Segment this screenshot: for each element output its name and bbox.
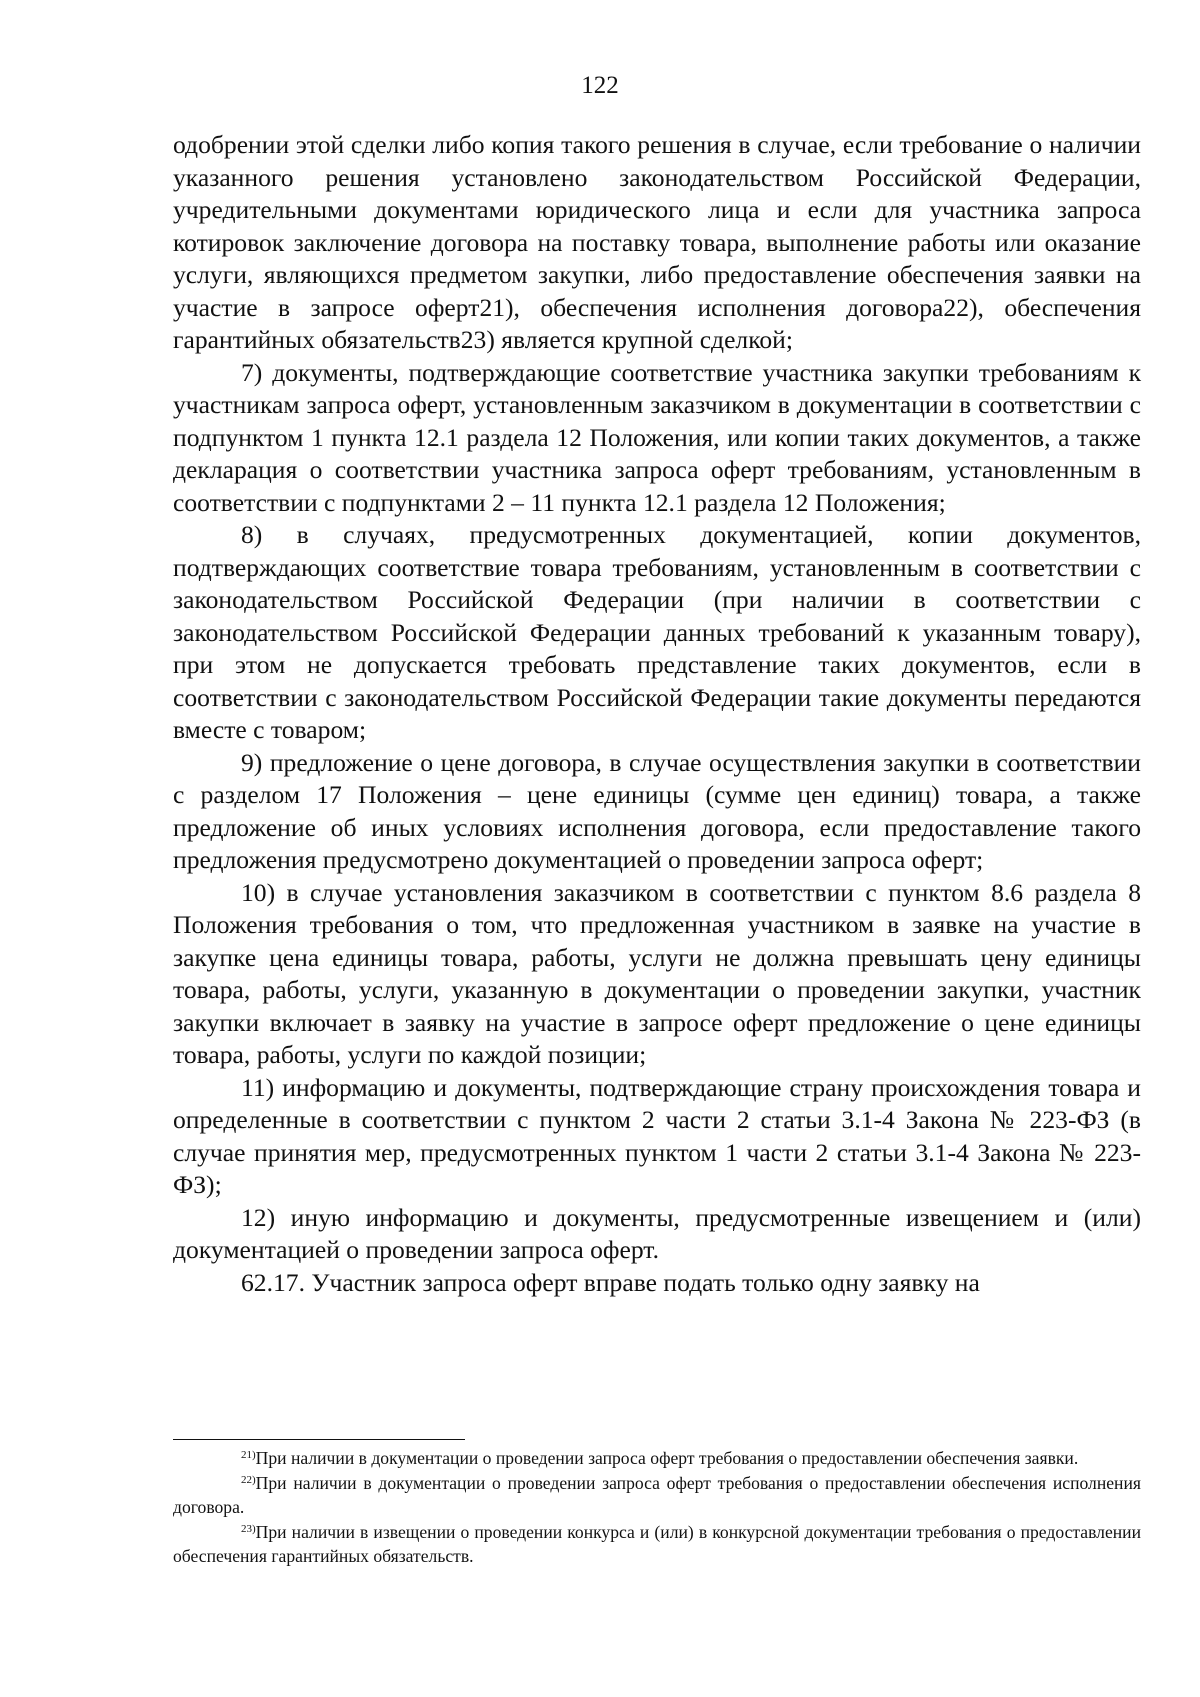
footnote-21 — [173, 1446, 1141, 1471]
footnote-23 — [173, 1520, 1141, 1569]
paragraph-continuation: одобрении этой сделки либо копия такого решения в случае, если требование о наличии указанного решения установлено законодательством Российской Федерации, учредительными документами юридического лица и если для участника запроса котировок заключение договора на поставку товара, выполнение работы или оказание услуги, являющихся предметом закупки, либо предоставление обеспечения заявки на участие в запросе оферт21), обеспечения исполнения договора22), обеспечения гарантийных обязательств23) является крупной сделкой; — [173, 130, 1141, 354]
paragraph-item-8: 8) в случаях, предусмотренных документацией, копии документов, подтверждающих соответствие товара требованиям, установленным в соответствии с законодательством Российской Федерации (при наличии в соответствии с законодательством Российской Федерации данных требований к указанным товару), при этом не допускается требовать представление таких документов, если в соответствии с законодательством Российской Федерации такие документы передаются вместе с товаром; — [173, 520, 1141, 744]
paragraph-item-7: 7) документы, подтверждающие соответствие участника закупки требованиям к участникам запроса оферт, установленным заказчиком в документации в соответствии с подпунктом 1 пункта 12.1 раздела 12 Положения, или копии таких документов, а также декларация о соответствии участника запроса оферт требованиям, установленным в соответствии с подпунктами 2 – 11 пункта 12.1 раздела 12 Положения; — [173, 357, 1141, 517]
page-number: 122 — [581, 72, 619, 99]
footnotes — [173, 1446, 1141, 1569]
footnote-text: При наличии в документации о проведении запроса оферт требования о предоставлении обеспечения исполнения договора. — [173, 1472, 1141, 1517]
footnote-marker: 23) — [241, 1522, 256, 1535]
paragraph-item-10: 10) в случае установления заказчиком в соответствии с пунктом 8.6 раздела 8 Положения требования о том, что предложенная участником в заявке на участие в закупке цена единицы товара, работы, услуги не должна превышать цену единицы товара, работы, услуги, указанную в документации о проведении закупки, участник закупки включает в заявку на участие в запросе оферт предложение о цене единицы товара, работы, услуги по каждой позиции; — [173, 877, 1141, 1069]
footnote-separator — [173, 1439, 465, 1440]
body-text — [173, 129, 1141, 1299]
footnote-marker: 21) — [241, 1449, 256, 1461]
footnote-text: При наличии в извещении о проведении конкурса и (или) в конкурсной документации требования о предоставлении обеспечения гарантийных обязательств. — [173, 1521, 1141, 1566]
paragraph-clause-62-17: 62.17. Участник запроса оферт вправе подать только одну заявку на — [241, 1267, 980, 1297]
paragraph-item-9: 9) предложение о цене договора, в случае осуществления закупки в соответствии с разделом 17 Положения – цене единицы (сумме цен единиц) товара, а также предложение об иных условиях исполнения договора, если предоставление такого предложения предусмотрено документацией о проведении запроса оферт; — [173, 747, 1141, 874]
footnote-22 — [173, 1471, 1141, 1520]
footnote-marker: 22) — [241, 1473, 256, 1486]
paragraph-item-12: 12) иную информацию и документы, предусмотренные извещением и (или) документацией о проведении запроса оферт. — [173, 1202, 1141, 1264]
footnote-text: При наличии в документации о проведении запроса оферт требования о предоставлении обеспечения заявки. — [255, 1448, 1079, 1468]
paragraph-item-11: 11) информацию и документы, подтверждающие страну происхождения товара и определенные в соответствии с пунктом 2 части 2 статьи 3.1-4 Закона № 223-ФЗ (в случае принятия мер, предусмотренных пунктом 1 части 2 статьи 3.1-4 Закона № 223-ФЗ); — [173, 1072, 1141, 1199]
